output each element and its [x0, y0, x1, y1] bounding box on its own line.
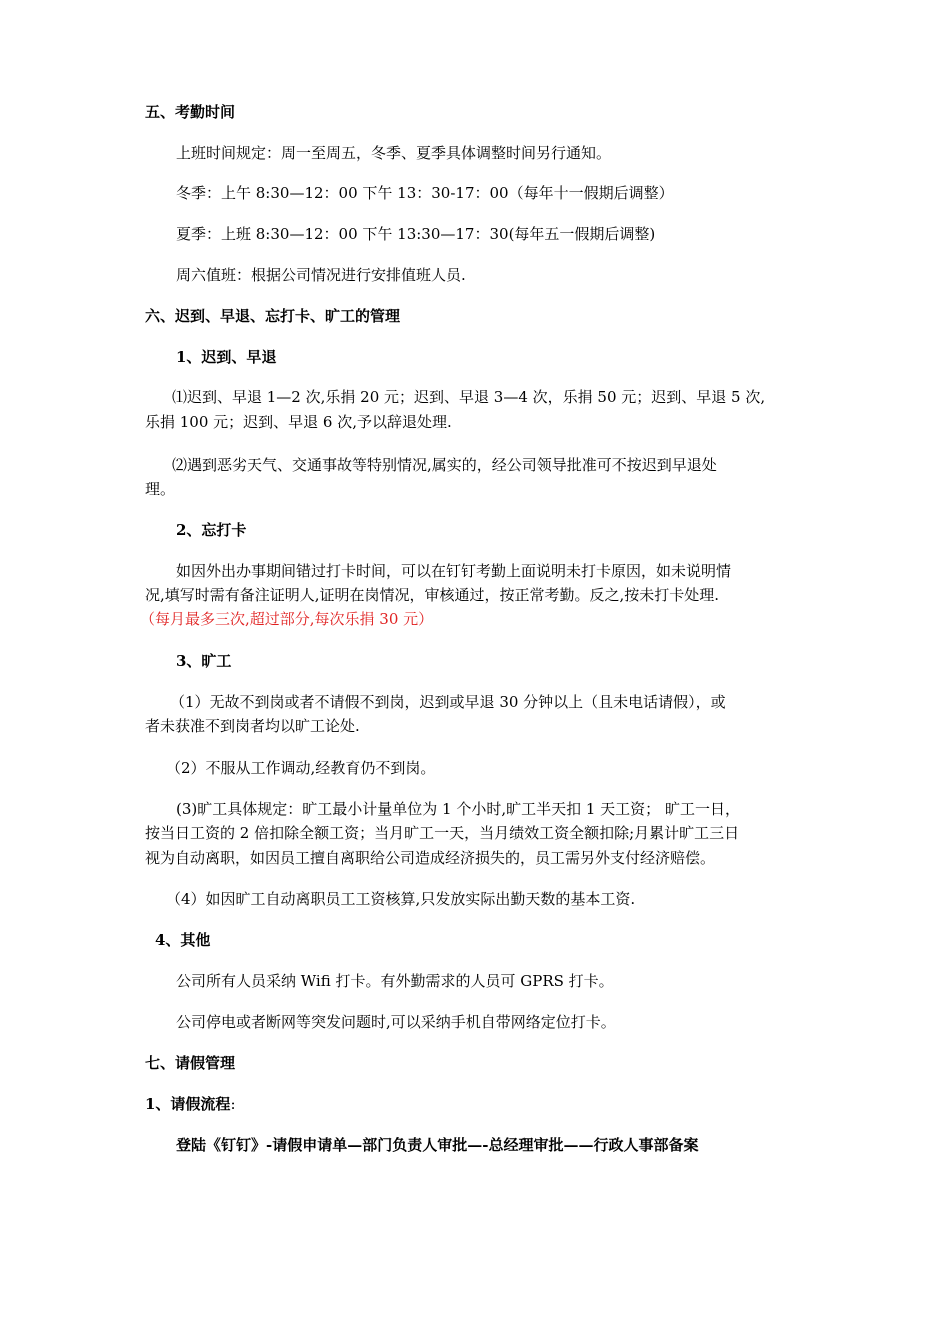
leave-process-heading — [145, 1094, 236, 1114]
absence-rule-2: （2）不服从工作调动,经教育仍不到岗。 — [166, 759, 436, 777]
wifi-punch-rule: 公司所有人员采纳 Wifi 打卡。有外勤需求的人员可 GPRS 打卡。 — [176, 972, 614, 990]
forgot-punch-limit-note: （每月最多三次,超过部分,每次乐捐 30 元） — [140, 610, 434, 628]
outage-punch-rule: 公司停电或者断网等突发问题时,可以采纳手机自带网络定位打卡。 — [176, 1013, 616, 1031]
late-early-rule-line-1: ⑴迟到、早退 1—2 次,乐捐 20 元；迟到、早退 3—4 次，乐捐 50 元；迟到、早退 5 次, — [172, 388, 766, 406]
special-case-line-2: 理。 — [145, 480, 176, 498]
absence-rule-3-line-2: 按当日工资的 2 倍扣除全额工资；当月旷工一天，当月绩效工资全额扣除;月累计旷工三日 — [145, 824, 740, 842]
absence-rule-1-line-2: 者未获准不到岗者均以旷工论处. — [145, 717, 360, 735]
forgot-punch-line-2: 况,填写时需有备注证明人,证明在岗情况，审核通过，按正常考勤。反之,按未打卡处理. — [145, 586, 720, 604]
absence-rule-3-line-3: 视为自动离职，如因员工擅自离职给公司造成经济损失的，员工需另外支付经济赔偿。 — [145, 849, 716, 867]
forgot-punch-heading: 2、忘打卡 — [176, 521, 247, 539]
late-early-rule-line-2: 乐捐 100 元；迟到、早退 6 次,予以辞退处理. — [145, 413, 452, 431]
absence-rule-3-line-1: (3)旷工具体规定：旷工最小计量单位为 1 个小时,旷工半天扣 1 天工资； 旷工一日， — [176, 800, 740, 818]
leave-process-heading-text: 1、请假流程 — [145, 1095, 231, 1113]
special-case-line-1: ⑵遇到恶劣天气、交通事故等特别情况,属实的，经公司领导批准可不按迟到早退处 — [172, 456, 717, 474]
leave-process-heading-colon: : — [230, 1095, 236, 1113]
winter-hours: 冬季：上午 8:30—12：00 下午 13：30-17：00（每年十一假期后调整） — [176, 184, 674, 202]
section-7-heading: 七、请假管理 — [145, 1054, 236, 1072]
absence-rule-1-line-1: （1）无故不到岗或者不请假不到岗，迟到或早退 30 分钟以上（且未电话请假），或 — [170, 693, 726, 711]
work-hours-rule: 上班时间规定：周一至周五，冬季、夏季具体调整时间另行通知。 — [176, 144, 612, 162]
summer-hours: 夏季：上班 8:30—12：00 下午 13:30—17：30(每年五一假期后调整) — [176, 225, 656, 243]
forgot-punch-line-1: 如因外出办事期间错过打卡时间，可以在钉钉考勤上面说明未打卡原因，如未说明情 — [176, 562, 732, 580]
other-heading: 4、其他 — [155, 931, 211, 949]
saturday-duty: 周六值班：根据公司情况进行安排值班人员. — [176, 266, 466, 284]
late-early-heading: 1、迟到、早退 — [176, 348, 277, 366]
section-6-heading: 六、迟到、早退、忘打卡、旷工的管理 — [145, 307, 401, 325]
leave-approval-flow: 登陆《钉钉》-请假申请单—部门负责人审批—-总经理审批——行政人事部备案 — [176, 1136, 699, 1154]
absence-rule-4: （4）如因旷工自动离职员工工资核算,只发放实际出勤天数的基本工资. — [166, 890, 636, 908]
section-5-heading: 五、考勤时间 — [145, 103, 236, 121]
absence-heading: 3、旷工 — [176, 652, 232, 670]
